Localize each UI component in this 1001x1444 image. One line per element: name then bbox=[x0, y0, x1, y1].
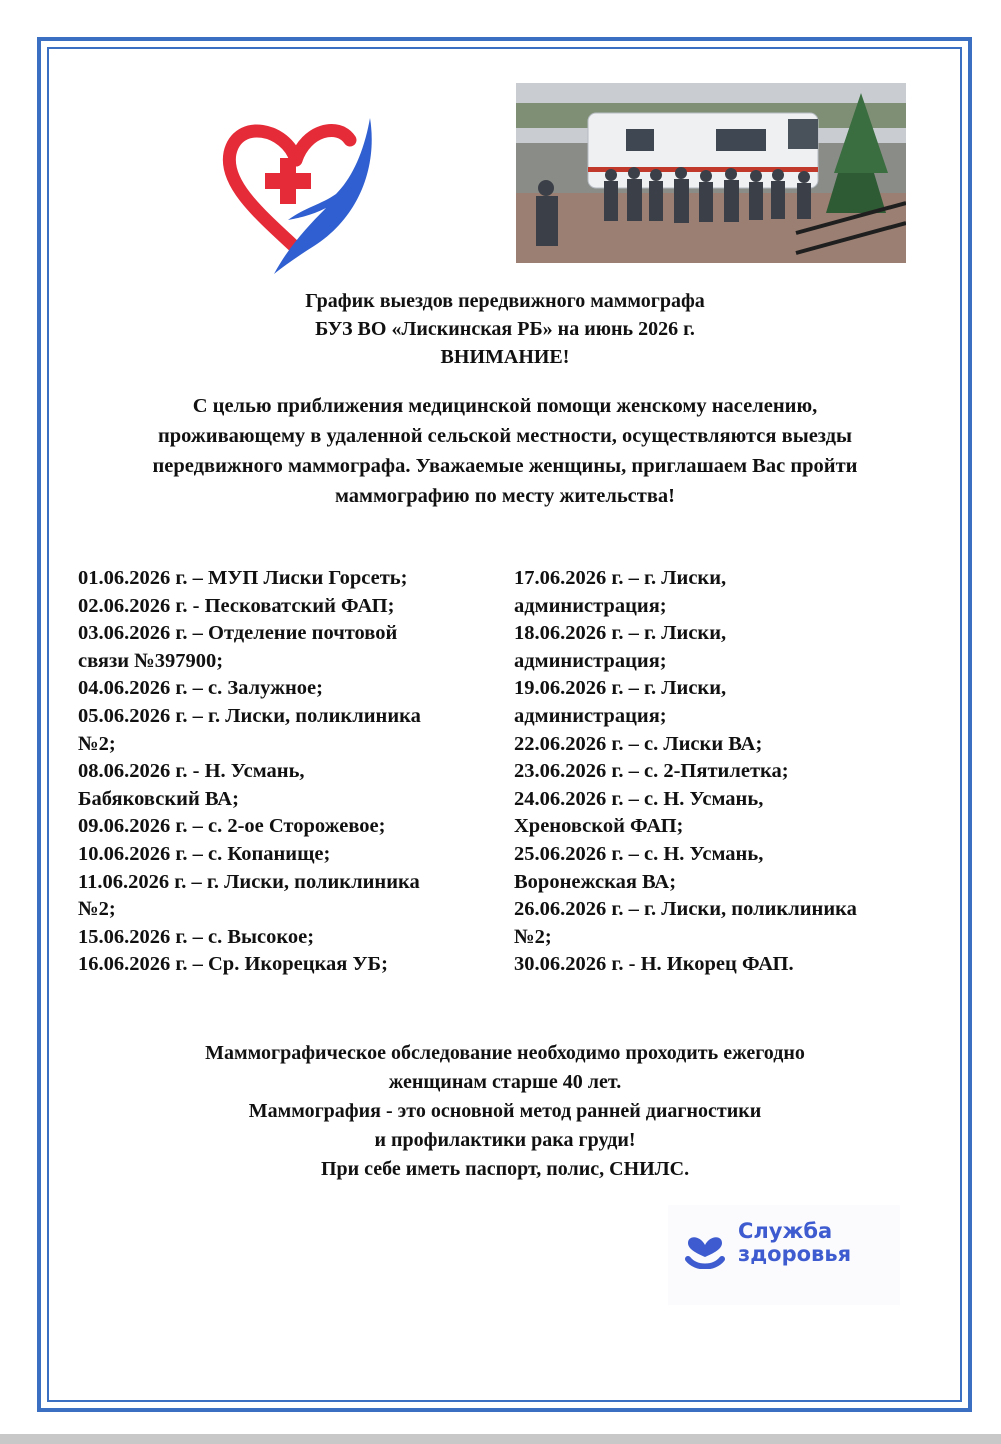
intro-line: проживающему в удаленной сельской местности, осуществляются выезды bbox=[157, 425, 853, 447]
schedule-line: 18.06.2026 г. – г. Лиски, bbox=[514, 622, 727, 645]
schedule-line: 02.06.2026 г. - Песковатский ФАП; bbox=[78, 594, 395, 617]
schedule-line: №2; bbox=[78, 898, 116, 921]
schedule-line: Бабяковский ВА; bbox=[78, 787, 239, 810]
attention-heading: ВНИМАНИЕ! bbox=[440, 346, 570, 368]
service-logo-line: здоровья bbox=[738, 1242, 852, 1266]
intro-line: С целью приближения медицинской помощи женскому населению, bbox=[192, 395, 818, 417]
schedule-line: 05.06.2026 г. – г. Лиски, поликлиника bbox=[78, 704, 421, 727]
footer-line: При себе иметь паспорт, полис, СНИЛС. bbox=[320, 1158, 690, 1180]
schedule-line: Воронежская ВА; bbox=[514, 870, 677, 893]
schedule-line: 04.06.2026 г. – с. Залужное; bbox=[78, 677, 323, 700]
schedule-line: 09.06.2026 г. – с. 2-ое Сторожевое; bbox=[78, 815, 386, 838]
schedule-line: 16.06.2026 г. – Ср. Икорецкая УБ; bbox=[78, 953, 388, 976]
schedule-line: 11.06.2026 г. – г. Лиски, поликлиника bbox=[78, 870, 420, 893]
document-title bbox=[60, 287, 950, 371]
schedule-line: 23.06.2026 г. – с. 2-Пятилетка; bbox=[514, 760, 789, 783]
schedule-line: 19.06.2026 г. – г. Лиски, bbox=[514, 677, 727, 700]
schedule-left-column bbox=[78, 565, 503, 979]
title-line: БУЗ ВО «Лискинская РБ» на июнь 2026 г. bbox=[315, 318, 695, 340]
schedule-line: администрация; bbox=[514, 704, 667, 727]
service-logo-line: Служба bbox=[738, 1219, 833, 1243]
schedule-line: 24.06.2026 г. – с. Н. Усмань, bbox=[514, 787, 764, 810]
footer-line: и профилактики рака груди! bbox=[374, 1129, 636, 1151]
schedule-line: №2; bbox=[514, 925, 552, 948]
schedule-line: администрация; bbox=[514, 594, 667, 617]
service-logo-text bbox=[738, 1220, 851, 1266]
schedule-line: связи №397900; bbox=[78, 649, 224, 672]
intro-paragraph bbox=[60, 391, 950, 511]
page-bottom-edge bbox=[0, 1434, 1001, 1444]
hospital-logo bbox=[218, 108, 378, 278]
heart-smile-icon bbox=[682, 1223, 728, 1269]
title-line: График выездов передвижного маммографа bbox=[305, 290, 705, 312]
schedule-line: 30.06.2026 г. - Н. Икорец ФАП. bbox=[514, 953, 794, 976]
heart-cross-hand-icon bbox=[218, 108, 378, 278]
schedule-line: 10.06.2026 г. – с. Копанище; bbox=[78, 842, 331, 865]
footer-line: Маммографическое обследование необходимо проходить ежегодно bbox=[205, 1042, 805, 1064]
intro-line: маммографию по месту жительства! bbox=[334, 485, 675, 507]
schedule-line: 26.06.2026 г. – г. Лиски, поликлиника bbox=[514, 898, 857, 921]
footer-line: Маммография - это основной метод ранней диагностики bbox=[248, 1100, 762, 1122]
schedule-line: 01.06.2026 г. – МУП Лиски Горсеть; bbox=[78, 567, 408, 589]
schedule-line: 08.06.2026 г. - Н. Усмань, bbox=[78, 760, 305, 783]
footer-line: женщинам старше 40 лет. bbox=[388, 1071, 622, 1093]
schedule-line: №2; bbox=[78, 732, 116, 755]
mammograph-van-photo bbox=[516, 83, 906, 263]
schedule-line: администрация; bbox=[514, 649, 667, 672]
schedule-line: 22.06.2026 г. – с. Лиски ВА; bbox=[514, 732, 763, 755]
schedule-line: Хреновской ФАП; bbox=[514, 815, 684, 838]
footer-notice bbox=[60, 1039, 950, 1184]
schedule-line: 17.06.2026 г. – г. Лиски, bbox=[514, 567, 727, 589]
schedule-line: 25.06.2026 г. – с. Н. Усмань, bbox=[514, 842, 764, 865]
schedule-right-column bbox=[514, 565, 944, 979]
service-logo bbox=[668, 1205, 900, 1305]
schedule-line: 03.06.2026 г. – Отделение почтовой bbox=[78, 622, 398, 645]
intro-line: передвижного маммографа. Уважаемые женщины, приглашаем Вас пройти bbox=[152, 455, 858, 477]
schedule-line: 15.06.2026 г. – с. Высокое; bbox=[78, 925, 315, 948]
photo-illustration bbox=[516, 83, 906, 263]
